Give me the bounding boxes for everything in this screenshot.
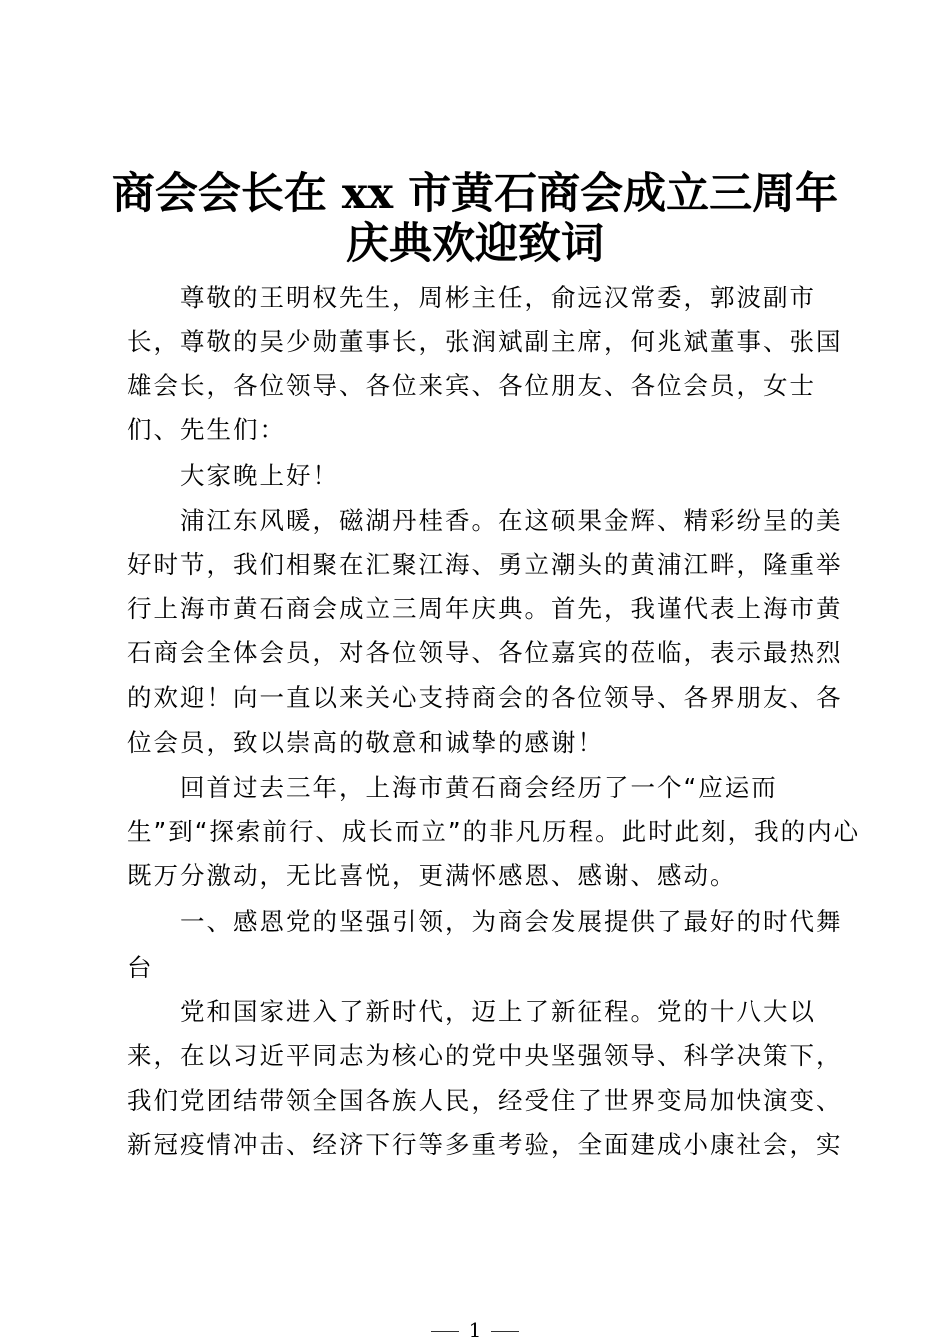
text-line: 行上海市黄石商会成立三周年庆典。首先，我谨代表上海市黄 <box>127 594 843 623</box>
text-line: 生”到“探索前行、成长而立”的非凡历程。此时此刻，我的内心 <box>127 817 861 846</box>
title-line-2: 庆典欢迎致词 <box>346 219 604 269</box>
page-number <box>0 1318 950 1342</box>
text-line: 回首过去三年，上海市黄石商会经历了一个“应运而 <box>180 773 778 802</box>
text-line: 位会员，致以崇高的敬意和诚挚的感谢！ <box>127 728 604 757</box>
text-line: 一、感恩党的坚强引领，为商会发展提供了最好的时代舞 <box>180 907 843 936</box>
text-line: 新冠疫情冲击、经济下行等多重考验，全面建成小康社会，实 <box>127 1130 843 1159</box>
text-line: 台 <box>127 953 154 982</box>
text-line: 大家晚上好！ <box>180 461 339 490</box>
page-number-dash-right <box>491 1331 519 1332</box>
text-line: 我们党团结带领全国各族人民，经受住了世界变局加快演变、 <box>127 1086 843 1115</box>
page-number-value: 1 <box>468 1318 482 1342</box>
text-line: 好时节，我们相聚在汇聚江海、勇立潮头的黄浦江畔，隆重举 <box>127 550 843 579</box>
title-line-1: 商会会长在 xx 市黄石商会成立三周年 <box>111 169 839 219</box>
text-line: 雄会长，各位领导、各位来宾、各位朋友、各位会员，女士 <box>127 371 816 400</box>
text-line: 尊敬的王明权先生，周彬主任，俞远汉常委，郭波副市 <box>180 283 816 312</box>
text-line: 党和国家进入了新时代，迈上了新征程。党的十八大以 <box>180 997 816 1026</box>
text-line: 们、先生们： <box>127 415 286 444</box>
text-line: 石商会全体会员，对各位领导、各位嘉宾的莅临，表示最热烈 <box>127 638 843 667</box>
text-line: 既万分激动，无比喜悦，更满怀感恩、感谢、感动。 <box>127 861 737 890</box>
page-number-dash-left <box>431 1331 459 1332</box>
text-line: 长，尊敬的吴少勋董事长，张润斌副主席，何兆斌董事、张国 <box>127 327 843 356</box>
text-line: 来，在以习近平同志为核心的党中央坚强领导、科学决策下， <box>127 1041 843 1070</box>
text-line: 浦江东风暖，磁湖丹桂香。在这硕果金辉、精彩纷呈的美 <box>180 506 843 535</box>
text-line: 的欢迎！向一直以来关心支持商会的各位领导、各界朋友、各 <box>127 683 843 712</box>
